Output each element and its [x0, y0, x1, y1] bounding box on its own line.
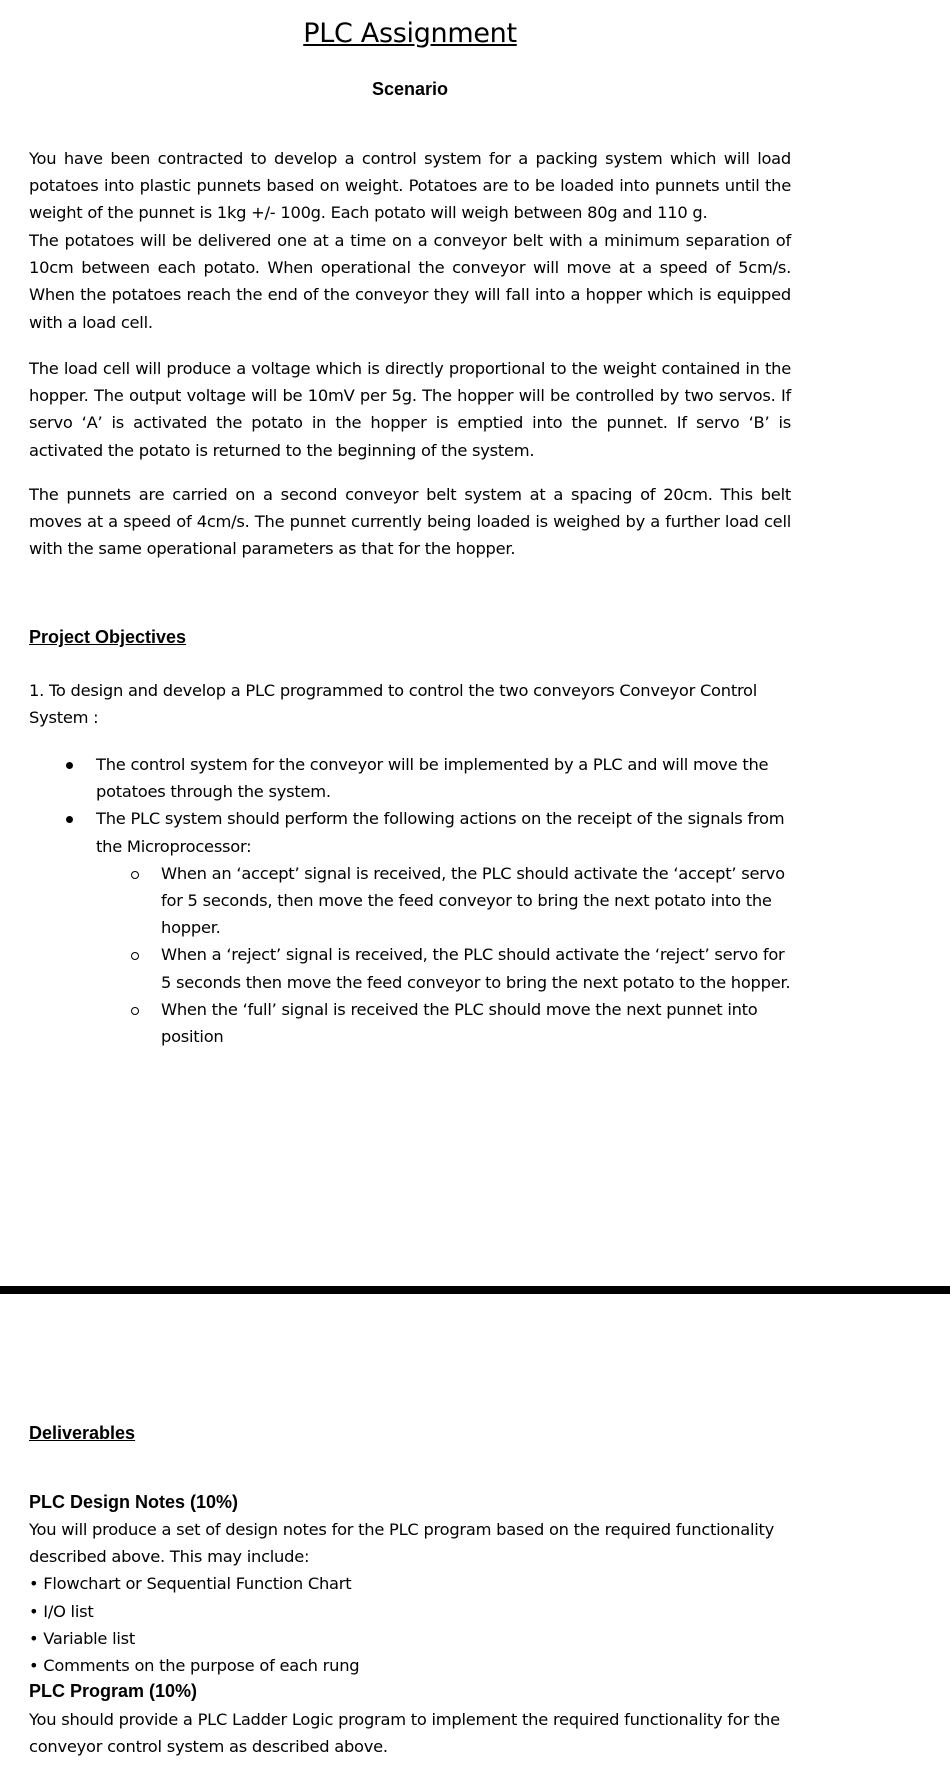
scenario-paragraph-3: The load cell will produce a voltage which is directly proportional to the weight contained in the hopper. The output voltage will be 10mV per 5g. The hopper will be controlled by two servos. If servo ‘A’ is activated the potato in the hopper is emptied into the punnet. If servo ‘B’ is activated the potato is returned to the beginning of the system.: [29, 359, 791, 460]
design-notes-line-2: described above. This may include:: [29, 1547, 310, 1567]
design-notes-line-1: You will produce a set of design notes for the PLC program based on the required functionality: [29, 1520, 775, 1539]
list-item: [96, 941, 799, 995]
program-title: PLC Program (10%): [29, 1681, 198, 1701]
sub-bullet-accept: When an ‘accept’ signal is received, the PLC should activate the ‘accept’ servo for 5 seconds, then move the feed conveyor to bring the next potato into the hopper.: [161, 863, 785, 938]
scenario-paragraph-4: The punnets are carried on a second conveyor belt system at a spacing of 20cm. This belt moves at a speed of 4cm/s. The punnet currently being loaded is weighed by a further load cell with the same operational parameters as that for the hopper.: [29, 485, 791, 559]
bullet-icon: [66, 762, 73, 769]
scenario-paragraph-1: You have been contracted to develop a control system for a packing system which will load potatoes into plastic punnets based on weight. Potatoes are to be loaded into punnets until the weight of the punnet is 1kg +/- 100g. Each potato will weigh between 80g and 110 g.: [29, 149, 791, 223]
objectives-heading: Project Objectives: [29, 627, 187, 647]
sub-bullet-full: When the ‘full’ signal is received the PLC should move the next punnet into position: [161, 999, 758, 1047]
design-notes-body: [29, 1516, 809, 1679]
design-notes-list: [29, 1570, 809, 1679]
list-item: • Comments on the purpose of each rung: [29, 1656, 360, 1676]
list-item: • I/O list: [29, 1601, 94, 1621]
objectives-intro: 1. To design and develop a PLC programmed to control the two conveyors Conveyor Control System :: [29, 681, 758, 728]
program-line-1: You should provide a PLC Ladder Logic program to implement the required functionality for the: [29, 1710, 780, 1729]
list-item: [29, 751, 799, 805]
design-notes-title: PLC Design Notes (10%): [29, 1492, 239, 1512]
program-line-2: conveyor control system as described above.: [29, 1737, 388, 1757]
page-subtitle: Scenario: [371, 79, 449, 99]
list-item: • Flowchart or Sequential Function Chart: [29, 1574, 352, 1594]
page-divider: [0, 1286, 950, 1294]
circle-bullet-icon: [131, 871, 139, 879]
list-item: • Variable list: [29, 1628, 136, 1648]
bullet-icon: [66, 816, 73, 823]
list-item: [96, 996, 799, 1050]
objectives-list: [29, 751, 799, 1050]
circle-bullet-icon: [131, 952, 139, 960]
circle-bullet-icon: [131, 1007, 139, 1015]
list-item: [29, 805, 799, 1050]
objective-bullet-2: The PLC system should perform the following actions on the receipt of the signals from the Microprocessor:: [96, 809, 785, 856]
deliverables-heading: Deliverables: [29, 1423, 136, 1443]
scenario-paragraph-2: The potatoes will be delivered one at a time on a conveyor belt with a minimum separation of 10cm between each potato. When operational the conveyor will move at a speed of 5cm/s. When the potatoes reach the end of the conveyor they will fall into a hopper which is equipped with a load cell.: [29, 231, 791, 332]
list-item: [96, 860, 799, 942]
program-body: [29, 1706, 809, 1760]
sub-bullet-reject: When a ‘reject’ signal is received, the PLC should activate the ‘reject’ servo for 5 seconds then move the feed conveyor to bring the next potato to the hopper.: [161, 945, 791, 992]
objective-sub-list: [96, 860, 799, 1050]
page-title: PLC Assignment: [303, 18, 517, 49]
objective-bullet-1: The control system for the conveyor will be implemented by a PLC and will move the potatoes through the system.: [96, 755, 769, 802]
